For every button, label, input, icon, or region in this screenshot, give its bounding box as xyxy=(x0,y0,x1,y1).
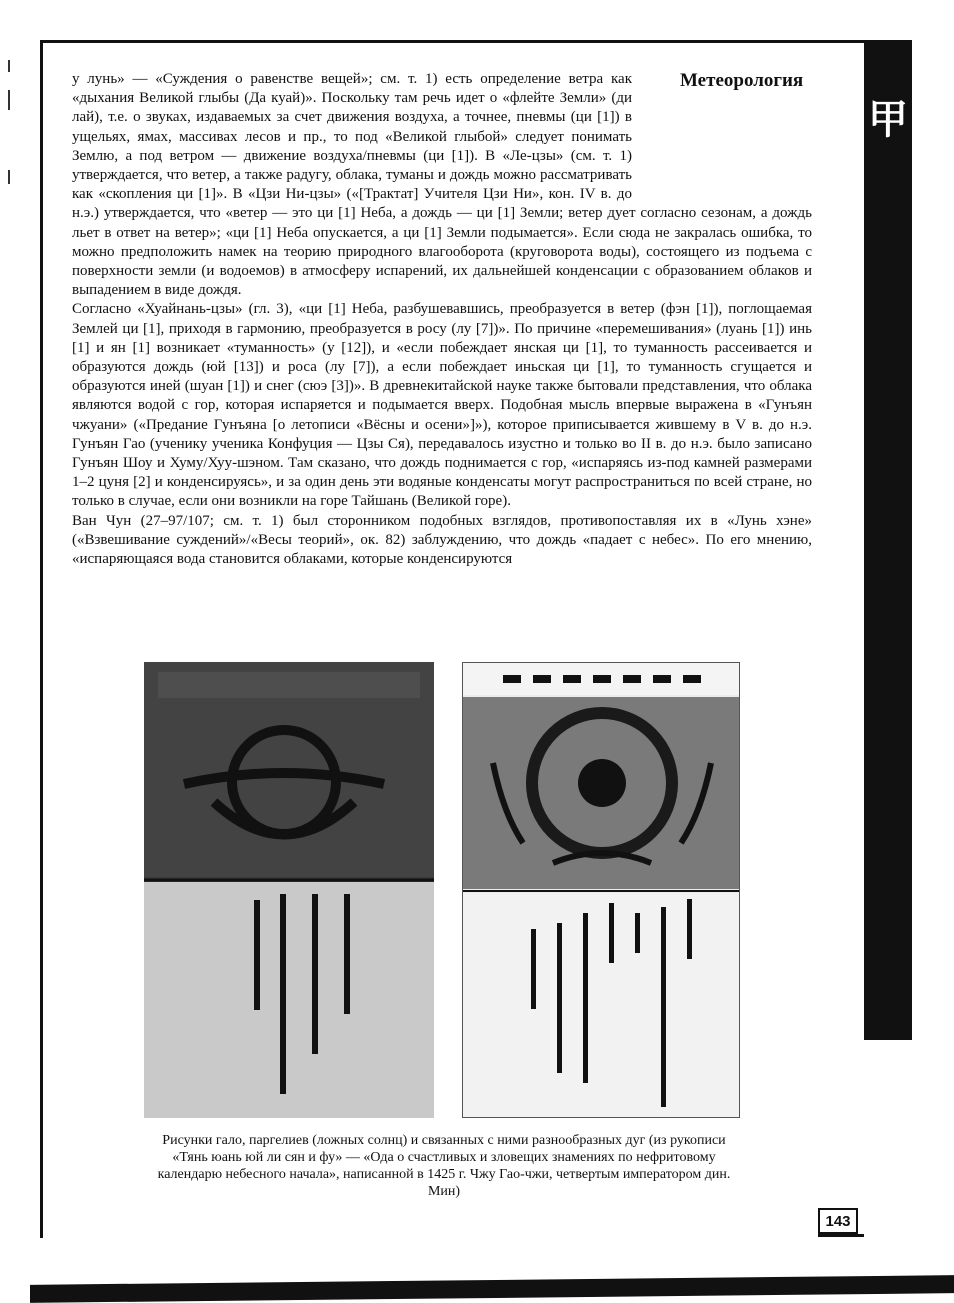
paragraph-1: у лунь» — «Суждения о равенстве вещей»; см. т. 1) есть определение ветра как «дыхания Великой глыбы (Да куай)». Поскольку там речь идет о «флейте Земли» (ди лай), т.е. о звуках, издаваемых за счет движения воздуха, а точнее, пневмы (ци [1]) в ущельях, ямах, массивах лесов и пр., то под «Великой глыбой» следует понимать Землю, а под ветром — движение воздуха/пневмы (ци [1]). В «Ле-цзы» (см. т. 1) утверждается, что ветер, а также радугу, облака, туманы и дождь можно рассматривать как «скопления ци [1]». В «Цзи Ни-цзы» («[Трактат] Учителя Цзи Ни», кон. IV в. до н.э.) утверждается, что «ветер — это ци [1] Неба, а дождь — ци [1] Земли; ветер дует согласно сезонам, а дождь льет в ответ на ветер»; «ци [1] Неба опускается, а ци [1] Земли подымается». Если сюда не закралась ошибка, то можно предположить намек на теорию природного влагооборота (круговорота воды), состоящего из подъема с поверхности земли (и водоемов) в атмосферу испарений, их дальнейшей конденсации с образованием облаков и выпадением в виде дождя. xyxy=(72,71,812,299)
paragraph-3: Ван Чун (27–97/107; см. т. 1) был сторонником подобных взглядов, противопоставляя их в «Лунь хэне» («Взвешивание суждений»/«Весы теорий», ок. 82) заблуждению, что дождь «падает с небес». По его мнению, «испаряющаяся вода становится облаками, которые конденсируются xyxy=(72,512,812,568)
scan-margin-marks xyxy=(8,60,12,190)
body-text xyxy=(72,70,812,569)
footer-rule xyxy=(818,1234,864,1237)
paragraph-2: Согласно «Хуайнань-цзы» (гл. 3), «ци [1] Неба, разбушевавшись, преобразуется в ветер (фэн [1]), поглощаемая Землей ци [1], приходя в гармонию, преобразуется в росу (лу [7])». По причине «перемешивания» (луань [1]) инь [1] и ян [1] возникает «туманность» (у [12]), и «если побеждает янская ци [1], то туманность рассеивается и образуются дождь (юй [13]) и роса (лу [7]), а если побеждает иньская ци [1], то туманность сгущается и образуются иней (шуан [1]) и снег (сюэ [3])». В древнекитайской науке также бытовали представления, что облака являются водой с гор, которая испаряется и подымается вверх. Подобная мысль впервые выражена в «Гунъян чжуани» («Предание Гунъяна [о летописи «Вёсны и осени»]»), которое приписывается жившему в V в. до н.э. Гунъян Гао (ученику ученика Конфуция — Цзы Ся), передавалось изустно и только во II в. до н.э. было записано Гунъян Шоу и Хуму/Хуу-шэном. Там сказано, что дождь поднимается с гор, «испаряясь из-под камней размерами 1–2 цуня [2] и конденсируясь», и за один день эти водяные конденсаты могут распространиться по всей стране, но только в случае, если они возникли на горе Тайшань (Великой горе). xyxy=(72,301,812,510)
halo-drawing-left xyxy=(144,662,434,1118)
halo-plate-right xyxy=(462,662,740,1118)
scan-edge xyxy=(30,1275,954,1303)
halo-drawing-right xyxy=(463,663,740,1118)
section-title: Метеорология xyxy=(680,70,804,91)
figures xyxy=(144,662,744,1118)
halo-plate-left xyxy=(144,662,434,1118)
chapter-glyph-icon: 甲 xyxy=(868,97,908,143)
page-number: 143 xyxy=(818,1208,858,1234)
figure-caption: Рисунки гало, паргелиев (ложных солнц) и связанных с ними разнообразных дуг (из рукописи «Тянь юань юй ли сян и фу» — «Ода о счастливых и зловещих знамениях по нефритовому календарю небесного начала», написанной в 1425 г. Чжу Гао-чжи, четвертым императором дин. Мин) xyxy=(157,1133,731,1199)
chapter-side-bar xyxy=(864,40,912,1040)
